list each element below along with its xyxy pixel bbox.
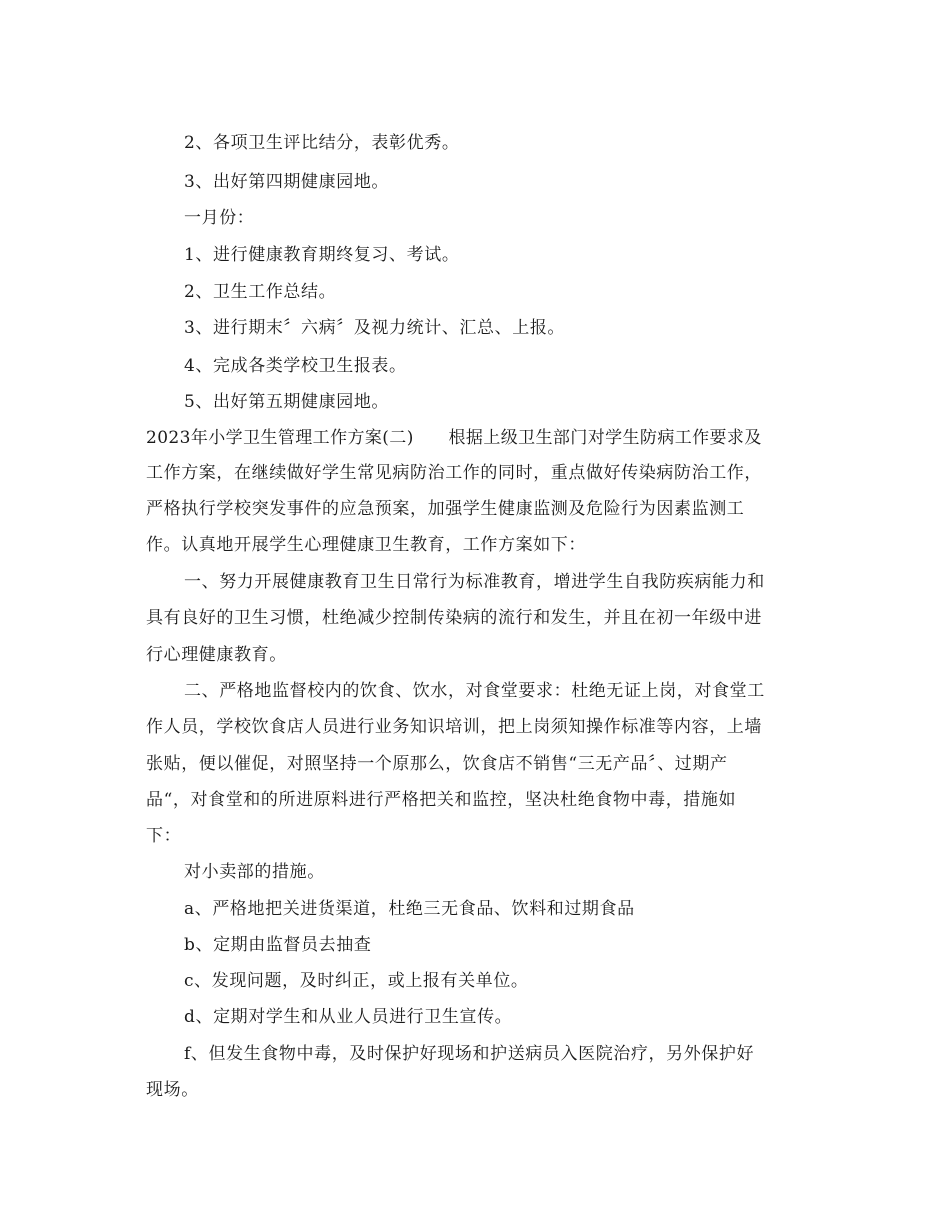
text-line: 品“，对食堂和的所进原料进行严格把关和监控，坚决杜绝食物中毒，措施如 <box>146 790 737 810</box>
text-line: 具有良好的卫生习惯，杜绝减少控制传染病的流行和发生，并且在初一年级中进 <box>146 608 762 628</box>
text-line: 作。认真地开展学生心理健康卫生教育，工作方案如下： <box>146 535 586 555</box>
text-line: 二、严格地监督校内的饮食、饮水，对食堂要求：杜绝无证上岗，对食堂工 <box>184 681 765 701</box>
text-line: 3、出好第四期健康园地。 <box>184 172 390 192</box>
text-line: f、但发生食物中毒，及时保护好现场和护送病员入医院治疗，另外保护好 <box>184 1044 755 1064</box>
text-line: 2、各项卫生评比结分，表彰优秀。 <box>184 133 460 153</box>
text-line: 工作方案，在继续做好学生常见病防治工作的同时，重点做好传染病防治工作， <box>146 463 762 483</box>
text-line: b、定期由监督员去抽查 <box>184 935 372 955</box>
text-line: 一、努力开展健康教育卫生日常行为标准教育，增进学生自我防疾病能力和 <box>184 572 765 592</box>
text-line: 行心理健康教育。 <box>146 645 287 665</box>
text-line: 3、进行期末〞六病〞及视力统计、汇总、上报。 <box>184 318 566 338</box>
text-line: d、定期对学生和从业人员进行卫生宣传。 <box>184 1007 513 1027</box>
text-line: 下： <box>146 826 182 846</box>
text-line: c、发现问题，及时纠正，或上报有关单位。 <box>184 971 529 991</box>
text-line: 5、出好第五期健康园地。 <box>184 392 390 412</box>
text-line: 对小卖部的措施。 <box>184 862 325 882</box>
text-line: 2023年小学卫生管理工作方案(二) 根据上级卫生部门对学生防病工作要求及 <box>146 428 762 448</box>
text-line: 严格执行学校突发事件的应急预案，加强学生健康监测及危险行为因素监测工 <box>146 499 745 519</box>
text-line: 现场。 <box>146 1080 199 1100</box>
text-line: 4、完成各类学校卫生报表。 <box>184 356 407 376</box>
text-line: 作人员，学校饮食店人员进行业务知识培训，把上岗须知操作标准等内容，上墙 <box>146 717 762 737</box>
text-line: 2、卫生工作总结。 <box>184 282 337 302</box>
text-line: 一月份： <box>184 208 255 228</box>
text-line: a、严格地把关进货渠道，杜绝三无食品、饮料和过期食品 <box>184 899 635 919</box>
text-line: 1、进行健康教育期终复习、考试。 <box>184 245 460 265</box>
text-line: 张贴，便以催促，对照坚持一个原那么，饮食店不销售“三无产品〞、过期产 <box>146 754 728 774</box>
